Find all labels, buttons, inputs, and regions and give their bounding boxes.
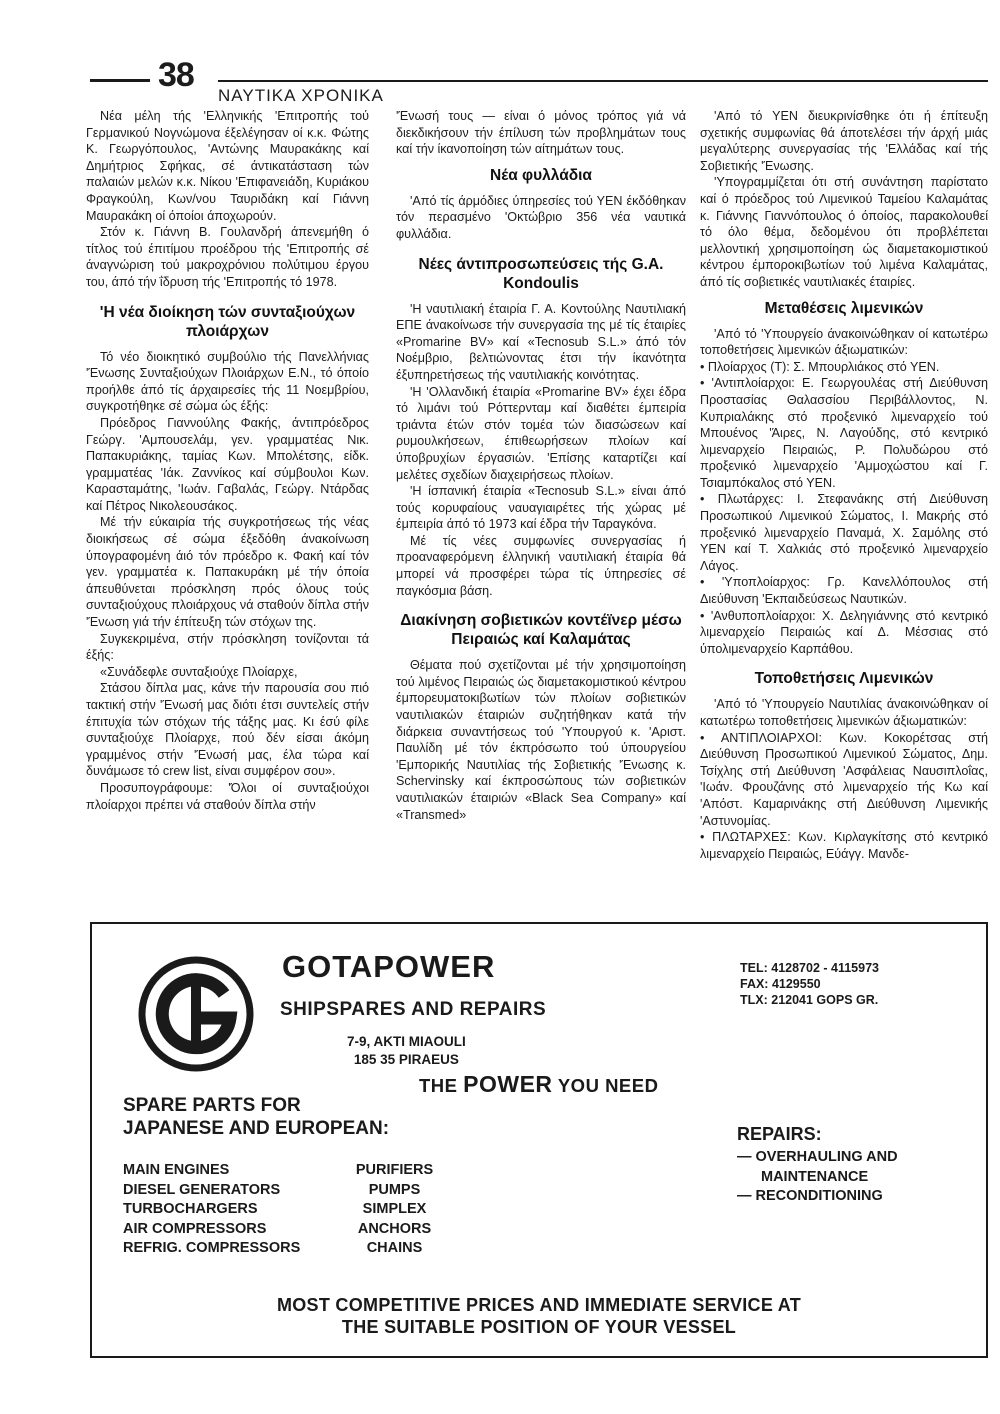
- list-item: ANCHORS: [357, 1220, 432, 1237]
- paragraph: Μέ τίς νέες συμφωνίες συνεργασίας ή προαναφερόμενη έλληνική ναυτιλιακή έταιρία θά μπορεί νά προσφέρει τώρα τίς ύπηρεσίες σέ παγκόσμια βάση.: [396, 533, 686, 598]
- paragraph: 'Από τό ΥΕΝ διευκρινίσθηκε ότι ή έπίτευξη σχετικής συμφωνίας θά άποτελέσει τήν άρχή μιάς μεγαλύτερης συνεργασίας τής 'Ελλάδας καί τής Σοβιετικής 'Ένωσης.: [700, 109, 988, 173]
- paragraph: Νέα μέλη τής 'Ελληνικής 'Επιτροπής τού Γερμανικού Νογνώμονα έξελέγησαν οί κ.κ. Φώτης Κ. Γεωργόπουλος, 'Αντώνης Μαυρακάκης καί Δημήτριος Σφήκας, σέ άντικατάσταση τών παλαιών μελών κ.κ. Νίκου 'Επιφανειάδη, Κυριάκου Φραγκούλη, Κων/νου Ταυριδάκη καί Γιάννη Μαυρακάκη οί όποίοι άποχωρούν.: [86, 109, 369, 223]
- list-item: • 'Ανθυποπλοίαρχοι: Χ. Δεληγιάννης στό κεντρικό λιμεναρχείο Πειραιώς καί Δ. Μέσσιας στό ύπολιμεναρχείο Καρπάθου.: [700, 608, 988, 658]
- paragraph: 'Από τό 'Υπουργείο Ναυτιλίας άνακοινώθηκαν οί κατωτέρω τοποθετήσεις λιμενικών άξιωματικών:: [700, 697, 988, 728]
- paragraph: 'Από τίς άρμόδιες ύπηρεσίες τού ΥΕΝ έκδόθηκαν τόν περασμένο 'Οκτώβριο 356 νέα ναυτικά φυλλάδια.: [396, 193, 686, 241]
- list-item: DIESEL GENERATORS: [123, 1181, 281, 1198]
- paragraph: 'Από τό 'Υπουργείο άνακοινώθηκαν οί κατωτέρω τοποθετήσεις λιμενικών άξιωματικών:: [700, 326, 988, 358]
- spare-heading-line: SPARE PARTS FOR: [123, 1095, 301, 1116]
- paragraph: 'Η ίσπανική έταιρία «Tecnosub S.L.» είναι άπό τούς κορυφαίους ναυαγιαιρέτες τής χώρας μέ έμπειρία άπό τό 1973 καί έδρα τήν Ταραγκόνα.: [396, 484, 686, 532]
- column-2: [396, 108, 686, 823]
- paragraph: Θέματα πού σχετίζονται μέ τήν χρησιμοποίηση τού λιμένος Πειραιώς ώς διαμετακομιστικού κέντρου έμπορευματοκιβωτίων τών πλοίων σοβιετικών ναυτιλιακών έταιριών συζητήθηκαν κατά τήν διάρκεια συναντήσεως τού 'Υπουργού κ. 'Αριστ. Παυλίδη μέ τόν έκπρόσωπο τού ύπουργείου 'Εμπορικής Ναυτιλίας τής Σοβιετικής 'Ένωσης κ. Schervinsky καί έκπροσώπους τών σοβιετικών ναυτιλιακών έταιριών «Black Sea Company» καί «Transmed»: [396, 658, 686, 822]
- paragraph: Στάσου δίπλα μας, κάνε τήν παρουσία σου πιό τακτική στήν 'Ένωσή μας διότι έτσι συντελείς στήν έπιτυχία τών στόχων τής τάξης μας. Κι έσύ φίλε συνταξιούχε Πλοίαρχε, πού δέν είσαι άκόμη γραμμένος στήν 'Ένωσή μας, έλα τώρα καί δυνάμωσε τό crew list, είναι συμφέρον σου».: [86, 681, 369, 779]
- article-heading: Νέες άντιπροσωπεύσεις τής G.A. Kondoulis: [418, 255, 664, 292]
- list-item: SIMPLEX: [362, 1201, 427, 1217]
- journal-title: ΝΑΥΤΙΚΑ ΧΡΟΝΙΚΑ: [218, 86, 384, 105]
- paragraph: Τό νέο διοικητικό συμβούλιο τής Πανελλήνιας 'Ένωσης Συνταξιούχων Πλοιάρχων Ε.Ν., τό όποίο προήλθε άπό τίς άρχαιρεσίες τής 11 Νοεμβρίου, συγκροτήθηκε σέ σώμα ώς έξής:: [86, 349, 369, 414]
- contact-block: [740, 960, 879, 1008]
- article-heading: Μεταθέσεις λιμενικών: [764, 299, 924, 317]
- gotapower-logo-icon: [136, 954, 256, 1074]
- ad-footer: [92, 1294, 986, 1338]
- list-item: — OVERHAULING AND: [737, 1149, 898, 1165]
- column-3: [700, 108, 988, 862]
- list-item: AIR COMPRESSORS: [123, 1220, 267, 1237]
- page-number: 38: [158, 56, 194, 94]
- repairs-heading: REPAIRS:: [737, 1124, 822, 1144]
- telex-number: TLX: 212041 GOPS GR.: [740, 993, 879, 1007]
- paragraph: Συγκεκριμένα, στήν πρόσκληση τονίζονται τά έξής:: [86, 631, 369, 663]
- header-rule-right: [218, 80, 988, 82]
- article-heading: Διακίνηση σοβιετικών κοντέϊνερ μέσω Πειραιώς καί Καλαμάτας: [400, 612, 682, 649]
- phone-number: TEL: 4128702 - 4115973: [740, 961, 879, 975]
- paragraph: Μέ τήν εύκαιρία τής συγκροτήσεως τής νέας διοικήσεως σέ σώμα έξεδόθη άνακοίνωση ύπογραφομένη άιό τόν πρόεδρο κ. Φακή καί τόν γεν. γραμματέα κ. Παπακυράκη μέ τήν όποία άπευθύνεται πρόσκληση πρός όλους τούς συνταξιούχους πλοιάρχους νά σταθούν δίπλα στήν 'Ένωση γιά τήν έπίτευξη τών στόχων της.: [86, 515, 369, 630]
- column-1: [86, 108, 369, 813]
- slogan-emphasis: POWER: [463, 1071, 553, 1097]
- parts-list-right: [342, 1161, 447, 1259]
- address-line: 185 35 PIRAEUS: [353, 1052, 459, 1067]
- company-address: [347, 1033, 466, 1069]
- fax-number: FAX: 4129550: [740, 977, 821, 991]
- list-item: • ΑΝΤΙΠΛΟΙΑΡΧΟΙ: Κων. Κοκορέτσας στή Διεύθυνση Προσωπικού Λιμενικού Σώματος, Δημ. Τσίχλης στή Διεύθυνση 'Ασφάλειας Ναυσιπλοΐας, 'Ιωάν. Φρουζάνης στό λιμεναρχείο τής Κω καί 'Απόστ. Καμαρινάκης στή Διεύθυνση Λιμενικής 'Αστυνομίας.: [700, 730, 988, 830]
- company-subtitle: SHIPSPARES AND REPAIRS: [280, 999, 547, 1020]
- paragraph: 'Η 'Ολλανδική έταιρία «Promarine BV» έχει έδρα τό λιμάνι τού Ρόττερνταμ καί διαθέτει έμπειρία τριάντα έτών στόν τομέα τών διασώσεων καί ρυμουλκήσεων, έπιθεωρήσεων πλοίων καί ύποβρυχίων έργασιών. 'Επίσης καταρτίζει καί μελέτες σχεδίων διαχειρήσεως πλοίων.: [396, 384, 686, 482]
- list-item: • ΠΛΩΤΑΡΧΕΣ: Κων. Κιρλαγκίτσης στό κεντρικό λιμεναρχείο Πειραιώς, Εύάγγ. Μανδε-: [700, 829, 988, 862]
- footer-line: THE SUITABLE POSITION OF YOUR VESSEL: [341, 1317, 737, 1337]
- slogan: [419, 1071, 658, 1098]
- list-item: PURIFIERS: [355, 1162, 434, 1178]
- repairs-list: [737, 1148, 898, 1207]
- list-item: CHAINS: [366, 1240, 423, 1256]
- list-item: • Πλωτάρχες: Ι. Στεφανάκης στή Διεύθυνση Προσωπικού Λιμενικού Σώματος, Ι. Μακρής στό προξενικό λιμεναρχείο Παναμά, Χ. Σαμόλης στό ΥΕΝ καί Τ. Χαλκιάς στό προξενικό λιμεναρχείο Λάγος.: [700, 491, 988, 574]
- address-line: 7-9, AKTI MIAOULI: [347, 1034, 466, 1049]
- header-rule-left: [90, 79, 150, 82]
- list-item: MAIN ENGINES: [123, 1162, 230, 1178]
- paragraph: Προσυπογράφουμε: 'Όλοι οί συνταξιούχοι πλοίαρχοι πρέπει νά σταθούν δίπλα στήν: [86, 780, 369, 812]
- paragraph: Στόν κ. Γιάννη Β. Γουλανδρή άπενεμήθη ό τίτλος τού έπιτίμου προέδρου τής 'Επιτροπής σέ άναγνώριση τού μακροχρόνιου πολύτιμου έργου του, άπό τήν ΐδρυση τής 'Επιτροπής τό 1978.: [86, 225, 369, 289]
- paragraph: «Συνάδεφλε συνταξιούχε Πλοίαρχε,: [100, 664, 298, 679]
- company-name: GOTAPOWER: [282, 949, 496, 984]
- spare-parts-heading: [123, 1094, 389, 1140]
- list-item: MAINTENANCE: [761, 1168, 869, 1185]
- slogan-pre: THE: [419, 1075, 464, 1096]
- list-item: • 'Αντιπλοίαρχοι: Ε. Γεωργουλέας στή Διεύθυνση Προστασίας Θαλασσίου Περιβάλλοντος, Ν. Κυπριαλάκης στό προξενικό λιμεναρχείο τού Μπουένος 'Άιρες, Ν. Λαγούδης, στό κεντρικό λιμεναρχείο Πειραιώς, Ρ. Πολυδώρου στό προξενικό λιμεναρχείο 'Αμμοχώστου καί Γ. Τσιαμπόκαλος στό ΥΕΝ.: [700, 375, 988, 491]
- spare-heading-line: JAPANESE AND EUROPEAN:: [123, 1118, 390, 1139]
- article-heading: Τοποθετήσεις Λιμενικών: [754, 670, 934, 688]
- list-item: PUMPS: [368, 1181, 421, 1198]
- gotapower-advertisement: [90, 922, 988, 1358]
- list-item: — RECONDITIONING: [737, 1188, 883, 1204]
- paragraph: 'Ένωσή τους — είναι ό μόνος τρόπος γιά νά διεκδικήσουν τήν έπίλυση τών προβλημάτων τους καί τήν ίκανοποίηση τών αίτημάτων τους.: [396, 109, 686, 157]
- list-item: REFRIG. COMPRESSORS: [123, 1240, 301, 1256]
- list-item: • Πλοίαρχος (Τ): Σ. Μπουρλιάκος στό ΥΕΝ.: [700, 359, 988, 376]
- paragraph: 'Η ναυτιλιακή έταιρία Γ. Α. Κοντούλης Ναυτιλιακή ΕΠΕ άνακοίνωσε τήν συνεργασία της μέ τίς έταιρίες «Promarine BV» καί «Tecnosub S.L.» άπό τόν Νοέμβριο, βελτιώνοντας έτσι τήν ίκανότητα έξυπηρετήσεως τής ναυτιλιακής κοινότητας.: [396, 301, 686, 382]
- list-item: • 'Υποπλοίαρχος: Γρ. Κανελλόπουλος στή Διεύθυνση 'Εκπαιδεύσεως Ναυτικών.: [700, 574, 988, 607]
- paragraph: Πρόεδρος Γιαννούλης Φακής, άντιπρόεδρος Γεώργ. 'Αμπουσελάμ, γεν. γραμματέας Νικ. Παπακυριάκης, ταμίας Κων. Μπολέτσης, είδκ. γραμματέας 'Ιάκ. Ζαννίκος καί σύμβουλοι Κων. Καρασταμάτης, 'Ιωάν. Γαβαλάς, Γεώργ. Ντάρδας καί Πέτρος Νικολεουσάκος.: [86, 415, 369, 513]
- list-item: TURBOCHARGERS: [123, 1201, 258, 1217]
- article-heading: 'Η νέα διοίκηση τών συνταξιούχων πλοιάρχων: [99, 303, 356, 340]
- paragraph: 'Υπογραμμίζεται ότι στή συνάντηση παρίστατο καί ό πρόεδρος τού Λιμενικού Ταμείου Καλαμάτας κ. Γιάννης Γιαννόπουλος ό όποίος, παρακολουθεί τό όλο θέμα, δεδομένου ότι προβλέπεται μελλοντική χρησιμοποίηση ώς διαμετακομιστικού κέντρου έμπορoκιβωτίων τού λιμένα Καλαμάτας, άπό τίς σοβιετικές ναυτιλιακές έταιρίες.: [700, 175, 988, 289]
- article-heading: Νέα φυλλάδια: [490, 166, 592, 184]
- parts-list-left: [123, 1161, 300, 1259]
- footer-line: MOST COMPETITIVE PRICES AND IMMEDIATE SERVICE AT: [276, 1295, 802, 1315]
- slogan-post: YOU NEED: [552, 1075, 659, 1096]
